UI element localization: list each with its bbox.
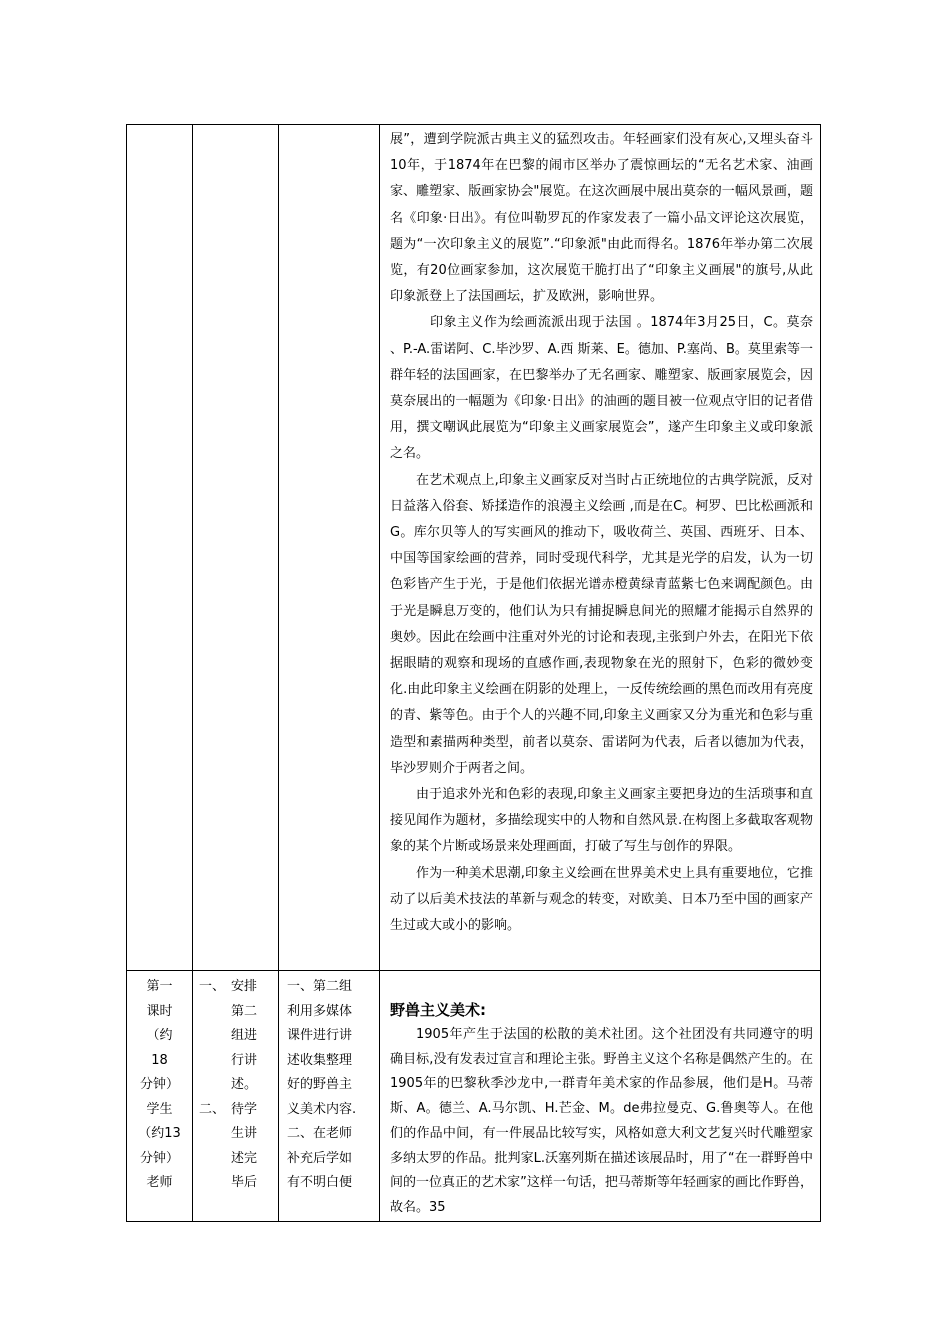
note-line: 好的野兽主 (287, 1077, 353, 1092)
paragraph: 印象主义作为绘画流派出现于法国 。1874年3月25日，C。莫奈 、P.-A.雷诺阿、C.毕沙罗、A.西 斯莱、E。德加、P.塞尚、B。莫里索等一群年轻的法国画家，在巴黎举办了无名画家、雕塑家、版画家展览会，因莫奈展出的一幅题为《印象·日出》的油画的题目被一位观点守旧的记者借用，撰文嘲讽此展览为“印象主义画家展览会”，遂产生印象主义或印象派之名。 (390, 315, 813, 462)
steps-cell (193, 971, 279, 1222)
time-line: 老师 (146, 1175, 173, 1190)
table-row (127, 125, 821, 971)
content-cell (380, 125, 821, 971)
time-line: 第一 (146, 979, 173, 994)
paragraph: 由于追求外光和色彩的表现,印象主义画家主要把身边的生活琐事和直接见闻作为题材，多描绘现实中的人物和自然风景.在构图上多截取客观物象的某个片断或场景来处理画面，打破了写生与创作的界限。 (390, 787, 813, 855)
time-line: （约13 (138, 1126, 181, 1141)
notes-cell (279, 125, 380, 971)
steps-cell (193, 125, 279, 971)
section-heading: 野兽主义美术: (390, 1001, 486, 1019)
time-line: 分钟） (139, 1150, 179, 1166)
paragraph: 1905年产生于法国的松散的美术社团。这个社团没有共同遵守的明确目标,没有发表过宣言和理论主张。野兽主义这个名称是偶然产生的。在1905年的巴黎秋季沙龙中,一群青年美术家的作品参展，他们是H。马蒂斯、A。德兰、A.马尔凯、H.芒金、M。de弗拉曼克、G.鲁奥等人。在他们的作品中间，有一件展品比较写实，风格如意大利文艺复兴时代雕塑家多纳太罗的作品。批判家L.沃塞列斯在描述该展品时，用了“在一群野兽中间的一位真正的艺术家”这样一句话，把马蒂斯等年轻画家的画比作野兽，故名。35 (390, 1027, 813, 1215)
step-line: 述完 (231, 1150, 258, 1166)
time-line: （约 (146, 1028, 173, 1043)
step-line: 行讲 (231, 1052, 258, 1068)
step-line: 述。 (231, 1077, 258, 1092)
time-line: 分钟） (139, 1077, 179, 1092)
note-line: 义美术内容. (287, 1101, 357, 1117)
notes-cell (279, 971, 380, 1222)
step-line: 组进 (231, 1028, 258, 1043)
paragraph: 在艺术观点上,印象主义画家反对当时占正统地位的古典学院派，反对日益落入俗套、矫揉造作的浪漫主义绘画 ,而是在C。柯罗、巴比松画派和G。库尔贝等人的写实画风的推动下，吸收荷兰、英国、西班牙、日本、中国等国家绘画的营养，同时受现代科学，尤其是光学的启发，认为一切色彩皆产生于光，于是他们依据光谱赤橙黄绿青蓝紫七色来调配颜色。由于光是瞬息万变的，他们认为只有捕捉瞬息间光的照耀才能揭示自然界的奥妙。因此在绘画中注重对外光的讨论和表现,主张到户外去，在阳光下依据眼睛的观察和现场的直感作画,表现物象在光的照射下，色彩的微妙变化.由此印象主义绘画在阴影的处理上，一反传统绘画的黑色而改用有亮度的青、紫等色。由于个人的兴趣不同,印象主义画家又分为重光和色彩与重造型和素描两种类型，前者以莫奈、雷诺阿为代表，后者以德加为代表，毕沙罗则介于两者之间。 (390, 472, 813, 776)
note-line: 补充后学如 (287, 1150, 353, 1166)
note-line: 有不明白便 (287, 1175, 353, 1190)
note-line: 利用多媒体 (287, 1003, 353, 1019)
step-number: 二、 (199, 1101, 226, 1117)
paragraph: 展”，遭到学院派古典主义的猛烈攻击。年轻画家们没有灰心,又埋头奋斗10年，于1874年在巴黎的闹市区举办了震惊画坛的“无名艺术家、油画家、雕塑家、版画家协会"展览。在这次画展中展出莫奈的一幅风景画，题名《印象·日出》。有位叫勒罗瓦的作家发表了一篇小品文评论这次展览，题为“一次印象主义的展览”.“印象派"由此而得名。1876年举办第二次展览，有20位画家参加，这次展览干脆打出了“印象主义画展"的旗号,从此印象派登上了法国画坛，扩及欧洲，影响世界。 (390, 132, 813, 305)
step-line: 安排 (231, 979, 258, 994)
step-line: 生讲 (231, 1126, 258, 1141)
step-item (193, 1098, 278, 1196)
note-line: 述收集整理 (287, 1052, 353, 1068)
paragraph: 作为一种美术思潮,印象主义绘画在世界美术史上具有重要地位，它推动了以后美术技法的革新与观念的转变，对欧美、日本乃至中国的画家产生过或大或小的影响。 (390, 865, 813, 934)
time-line: 学生 (146, 1101, 173, 1117)
time-cell (127, 125, 193, 971)
note-line: 二、在老师 (287, 1126, 353, 1141)
lesson-plan-table (126, 124, 821, 1222)
step-number: 一、 (199, 979, 226, 994)
table-row (127, 971, 821, 1222)
note-line: 课件进行讲 (287, 1028, 353, 1043)
step-line: 第二 (231, 1003, 258, 1019)
time-line: 18 (151, 1052, 168, 1068)
step-item (193, 975, 278, 1098)
step-line: 待学 (231, 1101, 258, 1117)
step-line: 毕后 (231, 1175, 258, 1190)
time-cell (127, 971, 193, 1222)
time-line: 课时 (146, 1003, 173, 1019)
note-line: 一、第二组 (287, 979, 353, 994)
content-cell (380, 971, 821, 1222)
